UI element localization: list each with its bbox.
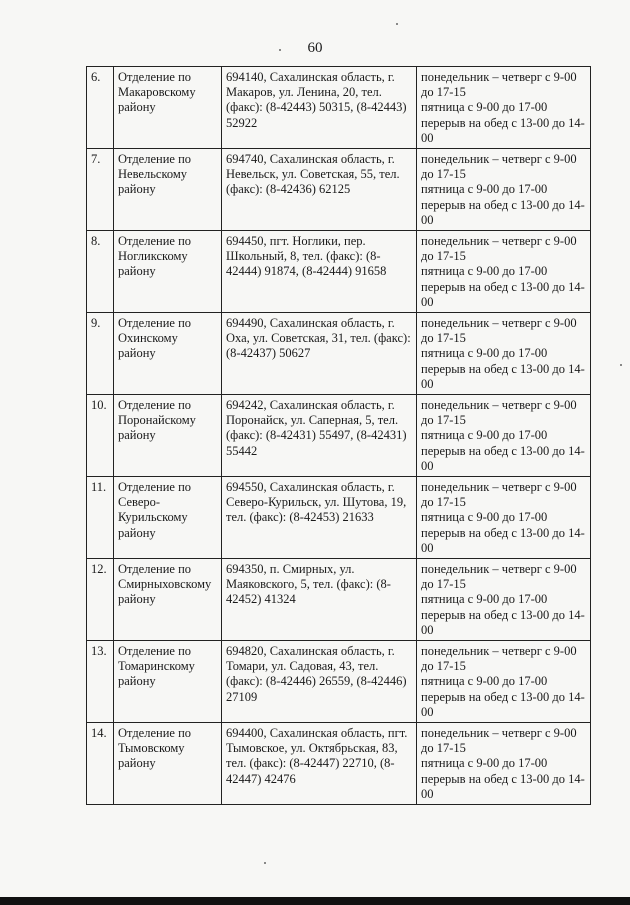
working-hours-line: пятница с 9-00 до 17-00: [421, 756, 548, 771]
scan-speck: [264, 862, 266, 864]
department-address: 694740, Сахалинская область, г. Невельск, ул. Советская, 55, тел. (факс): (8-42436) 62125: [222, 149, 417, 231]
working-hours: [417, 231, 591, 313]
working-hours-line: перерыв на обед с 13-00 до 14-00: [421, 443, 585, 473]
department-name: Отделение по Тымовскому району: [114, 723, 222, 805]
working-hours-line: пятница с 9-00 до 17-00: [421, 510, 548, 525]
department-address: 694350, п. Смирных, ул. Маяковского, 5, тел. (факс): (8-42452) 41324: [222, 559, 417, 641]
department-name: Отделение по Охинскому району: [114, 313, 222, 395]
working-hours-line: понедельник – четверг с 9-00 до 17-15: [421, 480, 577, 510]
working-hours-line: понедельник – четверг с 9-00 до 17-15: [421, 70, 577, 100]
working-hours: [417, 149, 591, 231]
working-hours-line: понедельник – четверг с 9-00 до 17-15: [421, 644, 577, 674]
row-number: 11.: [87, 477, 114, 559]
page-number: 60: [307, 40, 323, 56]
table-row: [87, 149, 591, 231]
offices-table: [86, 66, 591, 805]
working-hours-line: перерыв на обед с 13-00 до 14-00: [421, 607, 585, 637]
row-number: 12.: [87, 559, 114, 641]
department-name: Отделение по Невельскому району: [114, 149, 222, 231]
working-hours: [417, 559, 591, 641]
working-hours-line: пятница с 9-00 до 17-00: [421, 346, 548, 361]
working-hours-line: понедельник – четверг с 9-00 до 17-15: [421, 398, 577, 428]
department-name: Отделение по Поронайскому району: [114, 395, 222, 477]
department-name: Отделение по Смирныховскому району: [114, 559, 222, 641]
working-hours-line: пятница с 9-00 до 17-00: [421, 428, 548, 443]
working-hours: [417, 723, 591, 805]
working-hours-line: перерыв на обед с 13-00 до 14-00: [421, 525, 585, 555]
table-row: [87, 231, 591, 313]
row-number: 6.: [87, 67, 114, 149]
table-row: [87, 67, 591, 149]
department-address: 694490, Сахалинская область, г. Оха, ул. Советская, 31, тел. (факс): (8-42437) 50627: [222, 313, 417, 395]
scan-speck: [279, 49, 281, 51]
working-hours: [417, 67, 591, 149]
department-name: Отделение по Северо-Курильскому району: [114, 477, 222, 559]
table-row: [87, 313, 591, 395]
working-hours: [417, 395, 591, 477]
department-address: 694820, Сахалинская область, г. Томари, ул. Садовая, 43, тел. (факс): (8-42446) 26559, (8-42446) 27109: [222, 641, 417, 723]
working-hours-line: перерыв на обед с 13-00 до 14-00: [421, 771, 585, 801]
department-name: Отделение по Макаровскому району: [114, 67, 222, 149]
working-hours: [417, 313, 591, 395]
working-hours-line: перерыв на обед с 13-00 до 14-00: [421, 361, 585, 391]
table-row: [87, 641, 591, 723]
scan-speck: [620, 364, 622, 366]
department-name: Отделение по Ногликскому району: [114, 231, 222, 313]
working-hours-line: пятница с 9-00 до 17-00: [421, 592, 548, 607]
working-hours-line: пятница с 9-00 до 17-00: [421, 264, 548, 279]
row-number: 7.: [87, 149, 114, 231]
scan-edge-bar: [0, 897, 630, 905]
table-row: [87, 723, 591, 805]
working-hours-line: перерыв на обед с 13-00 до 14-00: [421, 689, 585, 719]
scan-speck: [396, 23, 398, 25]
department-address: 694450, пгт. Ноглики, пер. Школьный, 8, тел. (факс): (8-42444) 91874, (8-42444) 91658: [222, 231, 417, 313]
working-hours-line: понедельник – четверг с 9-00 до 17-15: [421, 562, 577, 592]
working-hours-line: перерыв на обед с 13-00 до 14-00: [421, 115, 585, 145]
department-address: 694140, Сахалинская область, г. Макаров, ул. Ленина, 20, тел. (факс): (8-42443) 50315, (8-42443) 52922: [222, 67, 417, 149]
working-hours: [417, 477, 591, 559]
working-hours-line: понедельник – четверг с 9-00 до 17-15: [421, 316, 577, 346]
working-hours-line: перерыв на обед с 13-00 до 14-00: [421, 279, 585, 309]
working-hours-line: понедельник – четверг с 9-00 до 17-15: [421, 234, 577, 264]
department-address: 694550, Сахалинская область, г. Северо-Курильск, ул. Шутова, 19, тел. (факс): (8-42453) 21633: [222, 477, 417, 559]
working-hours-line: пятница с 9-00 до 17-00: [421, 674, 548, 689]
department-address: 694400, Сахалинская область, пгт. Тымовское, ул. Октябрьская, 83, тел. (факс): (8-42447) 22710, (8-42447) 42476: [222, 723, 417, 805]
working-hours-line: понедельник – четверг с 9-00 до 17-15: [421, 726, 577, 756]
working-hours: [417, 641, 591, 723]
offices-table-body: [87, 67, 591, 805]
table-row: [87, 477, 591, 559]
table-row: [87, 559, 591, 641]
row-number: 8.: [87, 231, 114, 313]
working-hours-line: перерыв на обед с 13-00 до 14-00: [421, 197, 585, 227]
working-hours-line: пятница с 9-00 до 17-00: [421, 100, 548, 115]
row-number: 10.: [87, 395, 114, 477]
table-row: [87, 395, 591, 477]
working-hours-line: понедельник – четверг с 9-00 до 17-15: [421, 152, 577, 182]
row-number: 13.: [87, 641, 114, 723]
row-number: 14.: [87, 723, 114, 805]
department-name: Отделение по Томаринскому району: [114, 641, 222, 723]
department-address: 694242, Сахалинская область, г. Поронайск, ул. Саперная, 5, тел. (факс): (8-42431) 55497, (8-42431) 55442: [222, 395, 417, 477]
row-number: 9.: [87, 313, 114, 395]
working-hours-line: пятница с 9-00 до 17-00: [421, 182, 548, 197]
